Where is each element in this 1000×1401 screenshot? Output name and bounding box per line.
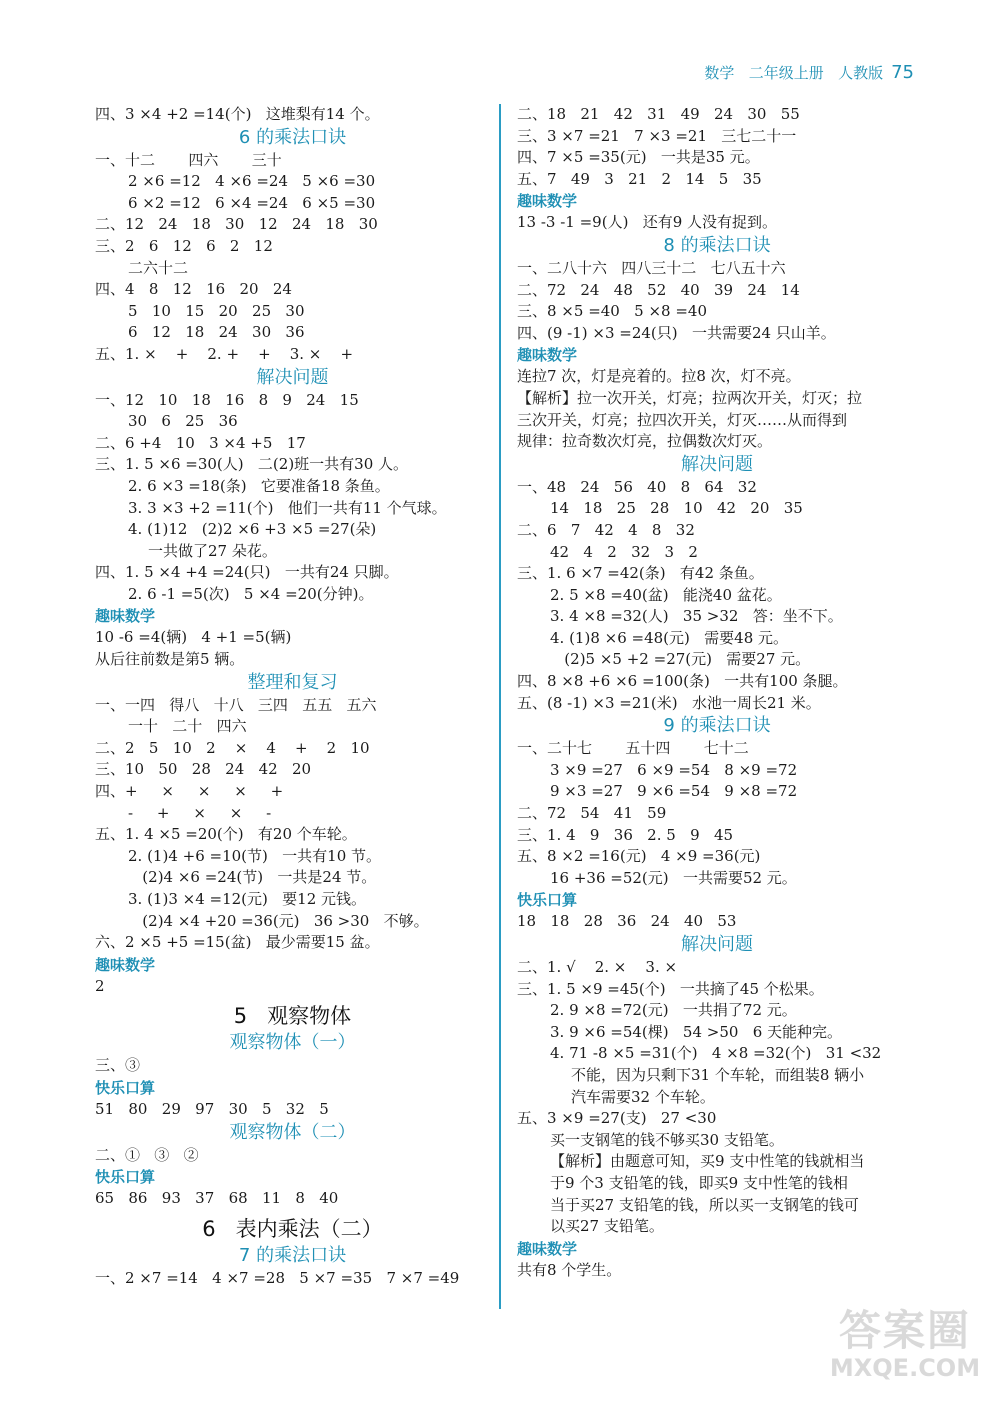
answer-line: 一、一四 得八 十八 三四 五五 五六 [95,695,377,714]
answer-line: 3. 3 ×3 +2 =11(个) 他们一共有11 个气球。 [128,498,447,517]
answer-line: 二、12 24 18 30 12 24 18 30 [95,215,378,234]
answer-line: 连拉7 次，灯是亮着的。拉8 次，灯不亮。 [517,367,801,386]
answer-line: 三、2 6 12 6 2 12 [95,236,273,255]
answer-line: 三、1. 6 ×7 =42(条) 有42 条鱼。 [517,564,764,583]
answer-line: 五、3 ×9 =27(支) 27 <30 [517,1109,717,1128]
subsection-tag: 趣味数学 [517,1239,578,1258]
subsection-tag: 趣味数学 [517,192,578,211]
answer-line: - + × × - [128,803,272,822]
subsection-tag: 趣味数学 [517,346,578,365]
answer-line: 18 18 28 36 24 40 53 [517,912,737,931]
answer-line: 2. 9 ×8 =72(元) 一共捐了72 元。 [550,1001,797,1020]
subsection-tag: 快乐口算 [95,1168,156,1187]
answer-line: 买一支钢笔的钱不够买30 支铅笔。 [550,1130,784,1149]
section-heading: 解决问题 [681,453,753,475]
answer-line: 五、8 ×2 =16(元) 4 ×9 =36(元) [517,847,761,866]
answer-line: 二、1. √ 2. × 3. × [517,958,678,976]
answer-line: 汽车需要32 个车轮。 [571,1087,715,1106]
answer-line: 14 18 25 28 10 42 20 35 [550,499,803,518]
answer-line: 10 -6 =4(辆) 4 +1 =5(辆) [95,628,292,647]
answer-line: 不能，因为只剩下31 个车轮，而组装8 辆小 [571,1065,865,1084]
answer-line: 30 6 25 36 [128,412,238,431]
answer-line: 2. 5 ×8 =40(盆) 能浇40 盆花。 [550,585,782,604]
section-heading: 解决问题 [681,934,753,955]
column-divider [499,104,501,1309]
answer-line: 6 12 18 24 30 36 [128,323,305,342]
answer-line: 四、1. 5 ×4 +4 =24(只) 一共有24 只脚。 [95,563,399,582]
answer-line: 51 80 29 97 30 5 32 5 [95,1099,329,1118]
answer-line: 2. (1)4 +6 =10(节) 一共有10 节。 [128,846,382,865]
section-heading: 8 的乘法口诀 [663,234,771,256]
answer-line: 2. 6 -1 =5(次) 5 ×4 =20(分钟)。 [128,584,374,603]
answer-line: 16 +36 =52(元) 一共需要52 元。 [550,868,797,887]
grade-label: 二年级上册 [748,64,824,82]
answer-line: 3. (1)3 ×4 =12(元) 要12 元钱。 [128,890,367,908]
left-column [95,104,490,1289]
answer-line: 二六十二 [128,258,189,277]
answer-line: 42 4 2 32 3 2 [550,542,698,561]
section-heading: 整理和复习 [247,671,338,693]
watermark-logo [822,1308,988,1388]
section-heading: 解决问题 [256,366,329,388]
right-column [517,104,917,1281]
answer-line: 三、8 ×5 =40 5 ×8 =40 [517,302,707,321]
section-heading: 7 的乘法口诀 [238,1244,347,1266]
answer-line: 四、7 ×5 =35(元) 一共是35 元。 [517,148,760,167]
answer-line: 二、72 54 41 59 [517,804,667,823]
section-heading: 观察物体（一） [229,1032,356,1054]
watermark-url: MXQE.COM [829,1354,981,1382]
answer-line: 三、10 50 28 24 42 20 [95,760,312,779]
answer-line: 【解析】拉一次开关，灯亮；拉两次开关，灯灭；拉 [517,388,863,407]
answer-line: 规律：拉奇数次灯亮，拉偶数次灯灭。 [517,432,773,451]
answer-line: (2)4 ×4 +20 =36(元) 36 >30 不够。 [128,911,429,930]
answer-line: 4. 71 -8 ×5 =31(个) 4 ×8 =32(个) 31 <32 [550,1044,882,1063]
answer-line: 一、二十七 五十四 七十二 [517,739,749,758]
section-heading: 观察物体（二） [229,1121,356,1143]
answer-line: 65 86 93 37 68 11 8 40 [95,1189,339,1208]
section-heading: 9 的乘法口诀 [663,715,771,737]
answer-line: 五、7 49 3 21 2 14 5 35 [517,169,762,188]
answer-line: 4. (1)8 ×6 =48(元) 需要48 元。 [550,628,789,647]
subject-label: 数学 [704,64,735,82]
answer-line: 二、① ③ ② [95,1145,199,1164]
answer-line: 以买27 支铅笔。 [550,1217,664,1236]
answer-line: 2. 6 ×3 =18(条) 它要准备18 条鱼。 [128,476,390,495]
watermark-text: 答案圈 [838,1306,971,1355]
answer-line: 三、3 ×7 =21 7 ×3 =21 三七二十一 [517,126,797,145]
answer-line: 3 ×9 =27 6 ×9 =54 8 ×9 =72 [550,760,798,779]
chapter-heading: 5 观察物体 [233,1004,352,1029]
answer-line: 一、12 10 18 16 8 9 24 15 [95,390,359,409]
answer-line: 三、1. 5 ×6 =30(人) 二(2)班一共有30 人。 [95,455,409,474]
answer-line: 四、3 ×4 +2 =14(个) 这堆梨有14 个。 [95,105,380,123]
answer-line: 2 [95,976,105,995]
answer-line: 三、1. 4 9 36 2. 5 9 45 [517,825,734,844]
subsection-tag: 快乐口算 [95,1078,156,1097]
section-heading: 6 的乘法口诀 [238,126,347,148]
answer-line: 于9 个3 支铅笔的钱，即买9 支中性笔的钱相 [550,1173,848,1192]
answer-line: 四、4 8 12 16 20 24 [95,280,292,299]
answer-line: (2)5 ×5 +2 =27(元) 需要27 元。 [550,650,811,669]
answer-line: 从后往前数是第5 辆。 [95,650,245,669]
answer-line: 五、1. 4 ×5 =20(个) 有20 个车轮。 [95,825,357,844]
answer-line: 一、2 ×7 =14 4 ×7 =28 5 ×7 =35 7 ×7 =49 [95,1268,460,1287]
answer-line: 一十 二十 四六 [128,717,247,736]
subsection-tag: 趣味数学 [95,955,156,974]
answer-line: 4. (1)12 (2)2 ×6 +3 ×5 =27(朵) [128,520,377,539]
answer-line: 共有8 个学生。 [517,1260,622,1279]
answer-line: 二、6 7 42 4 8 32 [517,520,695,539]
subsection-tag: 趣味数学 [95,607,156,626]
answer-line: 六、2 ×5 +5 =15(盆) 最少需要15 盆。 [95,933,380,952]
answer-line: 四、8 ×8 +6 ×6 =100(条) 一共有100 条腿。 [517,672,848,691]
answer-line: 一、二八十六 四八三十二 七八五十六 [517,258,786,277]
answer-line: 当于买27 支铅笔的钱，所以买一支钢笔的钱可 [550,1195,859,1214]
chapter-heading: 6 表内乘法（二） [202,1216,383,1241]
answer-line: 3. 9 ×6 =54(棵) 54 >50 6 天能种完。 [550,1022,843,1041]
answer-line: 二、18 21 42 31 49 24 30 55 [517,105,800,123]
subsection-tag: 快乐口算 [517,891,578,910]
answer-line: 四、(9 -1) ×3 =24(只) 一共需要24 只山羊。 [517,323,836,342]
answer-line: 9 ×3 =27 9 ×6 =54 9 ×8 =72 [550,782,798,801]
answer-line: 6 ×2 =12 6 ×4 =24 6 ×5 =30 [128,193,376,212]
page-header [704,62,914,83]
answer-line: 2 ×6 =12 4 ×6 =24 5 ×6 =30 [128,172,376,191]
answer-line: 三、1. 5 ×9 =45(个) 一共摘了45 个松果。 [517,979,824,998]
answer-line: 五、(8 -1) ×3 =21(米) 水池一周长21 米。 [517,693,821,712]
edition-label: 人教版 [838,64,884,82]
answer-line: 【解析】由题意可知，买9 支中性笔的钱就相当 [550,1152,865,1171]
answer-line: 三次开关，灯亮；拉四次开关，灯灭……从而得到 [517,410,848,429]
answer-line: 二、2 5 10 2 × 4 + 2 10 [95,738,370,757]
answer-line: 五、1. × + 2. + + 3. × + [95,344,354,363]
answer-line: 一共做了27 朵花。 [148,541,277,560]
answer-line: 5 10 15 20 25 30 [128,301,305,320]
answer-line: 二、6 +4 10 3 ×4 +5 17 [95,433,306,452]
answer-line: 3. 4 ×8 =32(人) 35 >32 答：坐不下。 [550,607,843,626]
answer-line: 四、+ × × × + [95,782,284,801]
answer-line: (2)4 ×6 =24(节) 一共是24 节。 [128,868,377,887]
answer-line: 一、十二 四六 三十 [95,150,282,169]
page-number: 75 [891,62,914,83]
answer-line: 一、48 24 56 40 8 64 32 [517,477,757,496]
answer-line: 三、③ [95,1056,141,1075]
answer-line: 二、72 24 48 52 40 39 24 14 [517,280,800,299]
answer-line: 13 -3 -1 =9(人) 还有9 人没有捉到。 [517,213,778,232]
